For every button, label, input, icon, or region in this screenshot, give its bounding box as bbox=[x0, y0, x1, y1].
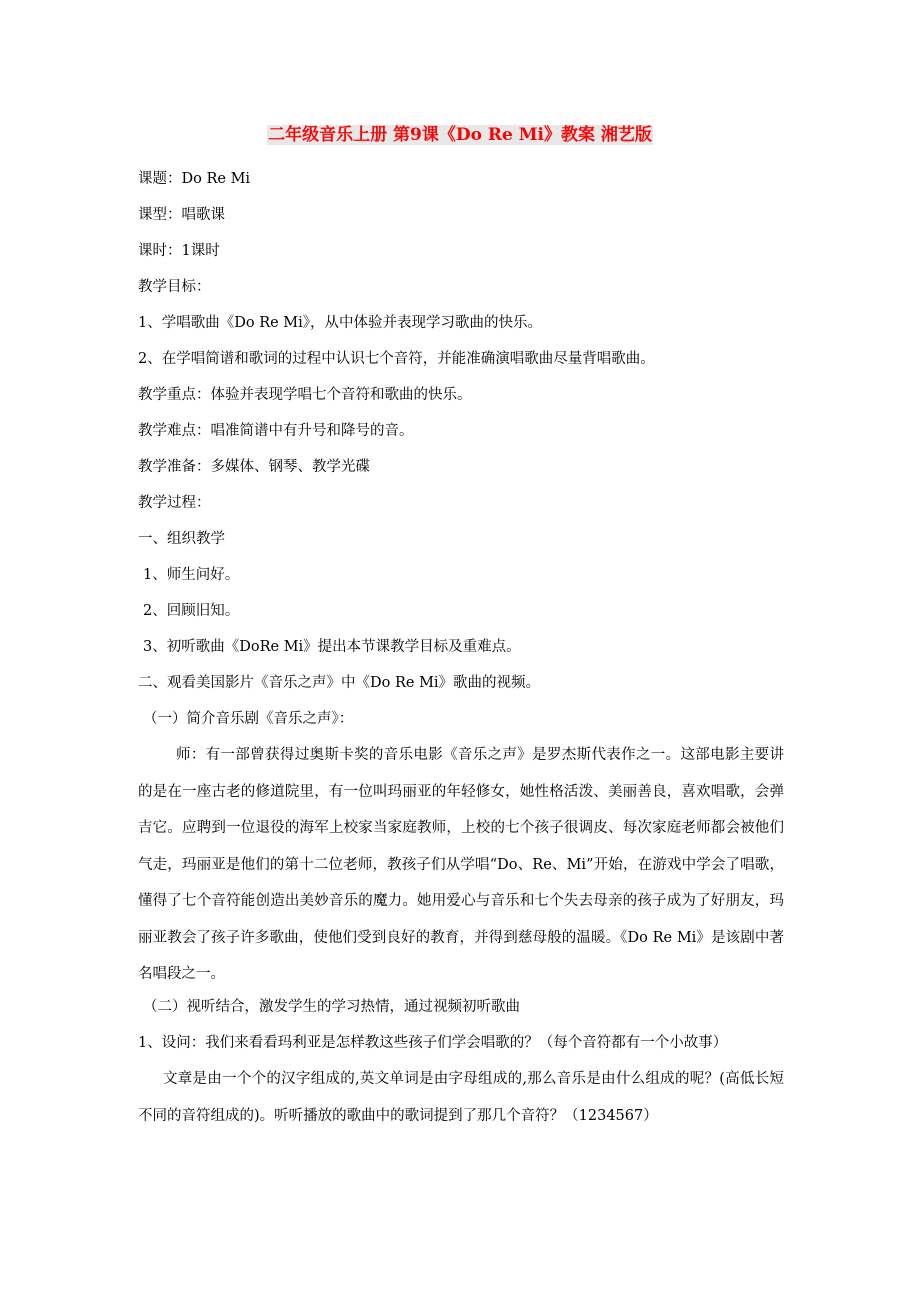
document-title-text: 二年级音乐上册 第9课《Do Re Mi》教案 湘艺版 bbox=[268, 125, 652, 145]
preparation: 教学准备：多媒体、钢琴、教学光碟 bbox=[138, 459, 370, 475]
key-point: 教学重点：体验并表现学唱七个音符和歌曲的快乐。 bbox=[138, 387, 472, 403]
goal-2: 2、在学唱简谱和歌词的过程中认识七个音符，并能准确演唱歌曲尽量背唱歌曲。 bbox=[138, 351, 655, 367]
answer-paragraph: 文章是由一个个的汉字组成的,英文单词是由字母组成的,那么音乐是由什么组成的呢？(高低长短不同的音符组成的)。听听播放的歌曲中的歌词提到了那几个音符？（1234567） bbox=[138, 1071, 784, 1124]
lesson-subject: 课题：Do Re Mi bbox=[138, 171, 251, 187]
subsection-1-heading: （一）简介音乐剧《音乐之声》： bbox=[143, 711, 354, 727]
lesson-hours: 课时：1课时 bbox=[138, 243, 220, 259]
step-3: 3、初听歌曲《DoRe Mi》提出本节课教学目标及重难点。 bbox=[143, 639, 521, 655]
step-1: 1、师生问好。 bbox=[143, 567, 240, 583]
difficulty: 教学难点：唱准简谱中有升号和降号的音。 bbox=[138, 423, 414, 439]
goals-heading: 教学目标： bbox=[138, 279, 211, 295]
section-1-heading: 一、组织教学 bbox=[138, 531, 225, 547]
intro-paragraph: 师：有一部曾获得过奥斯卡奖的音乐电影《音乐之声》是罗杰斯代表作之一。这部电影主要讲的是在一座古老的修道院里，有一位叫玛丽亚的年轻修女，她性格活泼、美丽善良，喜欢唱歌，会弹吉它。应聘到一位退役的海军上校家当家庭教师，上校的七个孩子很调皮、每次家庭老师都会被他们气走，玛丽亚是他们的第十二位老师，教孩子们从学唱“Do、Re、Mi”开始，在游戏中学会了唱歌，懂得了七个音符能创造出美妙音乐的魔力。她用爱心与音乐和七个失去母亲的孩子成为了好朋友，玛丽亚教会了孩子许多歌曲，使他们受到良好的教育，并得到慈母般的温暖。《Do Re Mi》是该剧中著名唱段之一。 bbox=[138, 747, 784, 982]
question-1: 1、设问：我们来看看玛利亚是怎样教这些孩子们学会唱歌的？（每个音符都有一个小故事） bbox=[138, 1035, 728, 1051]
goal-1: 1、学唱歌曲《Do Re Mi》，从中体验并表现学习歌曲的快乐。 bbox=[138, 315, 543, 331]
document-title bbox=[0, 123, 920, 147]
lesson-type: 课型：唱歌课 bbox=[138, 207, 225, 223]
process-heading: 教学过程： bbox=[138, 495, 211, 511]
subsection-2-heading: （二）视听结合，激发学生的学习热情，通过视频初听歌曲 bbox=[143, 999, 520, 1015]
step-2: 2、回顾旧知。 bbox=[143, 603, 240, 619]
section-2-heading: 二、观看美国影片《音乐之声》中《Do Re Mi》歌曲的视频。 bbox=[138, 675, 541, 691]
